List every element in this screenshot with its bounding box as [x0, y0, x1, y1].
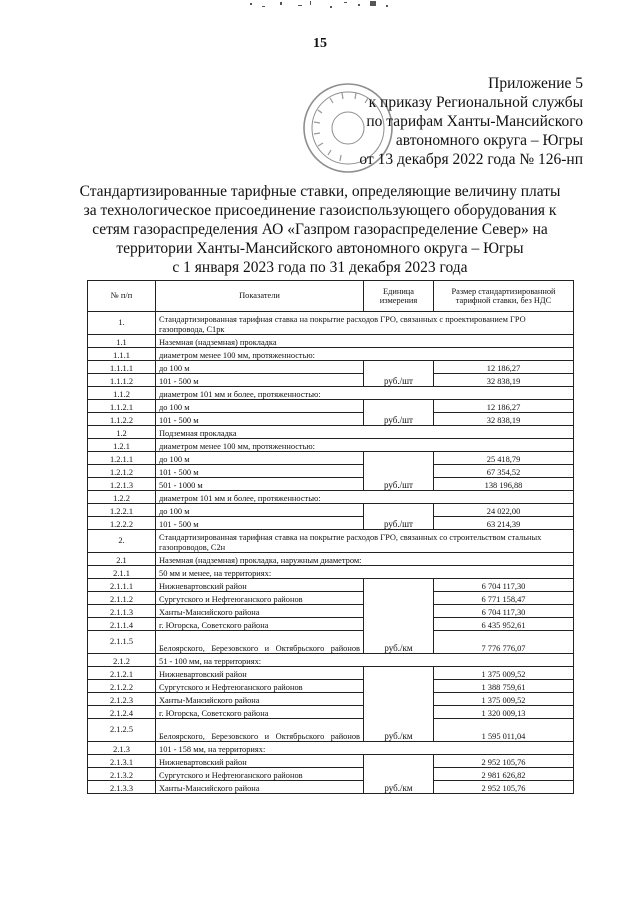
row-number: 2.1.2.2 [88, 680, 156, 693]
row-label: Подземная прокладка [156, 426, 574, 439]
row-number: 2.1.1.2 [88, 592, 156, 605]
row-label: до 100 м [156, 361, 364, 374]
rate-value: 67 354,52 [434, 465, 574, 478]
unit-cell: руб./шт [364, 504, 434, 530]
table-row [88, 755, 574, 768]
table-row [88, 579, 574, 592]
rate-value: 1 320 009,13 [434, 706, 574, 719]
row-number: 1.1.1.1 [88, 361, 156, 374]
table-row [88, 618, 574, 631]
rate-value: 25 418,79 [434, 452, 574, 465]
row-number: 2.1.2.3 [88, 693, 156, 706]
table-row [88, 654, 574, 667]
row-number: 2.1.3.1 [88, 755, 156, 768]
table-row [88, 719, 574, 742]
table-row [88, 693, 574, 706]
row-label: диаметром 101 мм и более, протяженностью: [156, 387, 574, 400]
appendix-line: автономного округа – Югры [395, 132, 583, 149]
row-label: 101 - 500 м [156, 465, 364, 478]
rate-value: 1 375 009,52 [434, 693, 574, 706]
rate-value: 1 595 011,04 [434, 719, 574, 742]
row-label: Сургутского и Нефтеюганского районов [156, 680, 364, 693]
header-number: № п/п [88, 281, 156, 312]
row-label: 501 - 1000 м [156, 478, 364, 491]
table-row [88, 439, 574, 452]
row-number: 1.1 [88, 335, 156, 348]
row-number: 2.1.2 [88, 654, 156, 667]
table-row [88, 553, 574, 566]
row-number: 2.1.1.4 [88, 618, 156, 631]
table-row [88, 742, 574, 755]
title-line: с 1 января 2023 года по 31 декабря 2023 года [172, 259, 468, 276]
rate-value: 12 186,27 [434, 400, 574, 413]
unit-cell: руб./шт [364, 452, 434, 491]
table-row [88, 348, 574, 361]
table-row [88, 491, 574, 504]
table-header-row [88, 281, 574, 312]
table-row [88, 517, 574, 530]
table-row [88, 478, 574, 491]
rate-value: 1 375 009,52 [434, 667, 574, 680]
row-number: 2.1 [88, 553, 156, 566]
row-label: Сургутского и Нефтеюганского районов [156, 768, 364, 781]
header-rate: Размер стандартизированной тарифной ставки, без НДС [434, 281, 574, 312]
table-row [88, 605, 574, 618]
row-label: Белоярского, Березовского и Октябрьского районов [156, 719, 364, 742]
rate-value: 2 981 626,82 [434, 768, 574, 781]
table-row [88, 667, 574, 680]
title-line: территории Ханты-Мансийского автономного округа – Югры [116, 240, 524, 257]
rate-value: 12 186,27 [434, 361, 574, 374]
row-label: 101 - 500 м [156, 374, 364, 387]
table-row [88, 387, 574, 400]
rate-value: 2 952 105,76 [434, 755, 574, 768]
row-number: 2.1.3.2 [88, 768, 156, 781]
row-label: г. Югорска, Советского района [156, 618, 364, 631]
row-label: г. Югорска, Советского района [156, 706, 364, 719]
row-label: Наземная (надземная) прокладка [156, 335, 574, 348]
rate-value: 6 704 117,30 [434, 579, 574, 592]
row-number: 1.2.2 [88, 491, 156, 504]
row-number: 2.1.1 [88, 566, 156, 579]
row-label: до 100 м [156, 504, 364, 517]
document-title [60, 182, 580, 277]
table-row [88, 504, 574, 517]
table-row [88, 312, 574, 335]
row-label: Ханты-Мансийского района [156, 693, 364, 706]
row-label: Нижневартовский район [156, 755, 364, 768]
row-label: 101 - 500 м [156, 413, 364, 426]
appendix-header [359, 74, 583, 169]
rate-value: 6 704 117,30 [434, 605, 574, 618]
row-number: 2. [88, 530, 156, 553]
title-line: Стандартизированные тарифные ставки, определяющие величину платы [79, 183, 561, 200]
row-number: 2.1.2.1 [88, 667, 156, 680]
unit-cell: руб./шт [364, 361, 434, 387]
table-row [88, 768, 574, 781]
table-row [88, 413, 574, 426]
row-label: 101 - 158 мм, на территориях: [156, 742, 574, 755]
row-number: 1.2.1.1 [88, 452, 156, 465]
row-label: Ханты-Мансийского района [156, 605, 364, 618]
row-number: 1.2.1.3 [88, 478, 156, 491]
table-row [88, 361, 574, 374]
table-row [88, 530, 574, 553]
title-line: сетям газораспределения АО «Газпром газораспределение Север» на [92, 221, 548, 238]
appendix-line: по тарифам Ханты-Мансийского [366, 113, 583, 130]
table-row [88, 400, 574, 413]
table-row [88, 706, 574, 719]
table-row [88, 426, 574, 439]
appendix-line: Приложение 5 [488, 75, 583, 92]
row-label: 101 - 500 м [156, 517, 364, 530]
table-row [88, 680, 574, 693]
header-indicator: Показатели [156, 281, 364, 312]
row-label: диаметром менее 100 мм, протяженностью: [156, 439, 574, 452]
row-number: 2.1.3 [88, 742, 156, 755]
rate-value: 6 771 158,47 [434, 592, 574, 605]
rate-value: 1 388 759,61 [434, 680, 574, 693]
row-number: 1. [88, 312, 156, 335]
row-number: 1.1.1 [88, 348, 156, 361]
table-row [88, 566, 574, 579]
row-number: 2.1.2.4 [88, 706, 156, 719]
unit-cell: руб./км [364, 755, 434, 794]
table-row [88, 374, 574, 387]
row-label: Наземная (надземная) прокладка, наружным диаметром: [156, 553, 574, 566]
row-number: 1.2.1.2 [88, 465, 156, 478]
row-number: 2.1.2.5 [88, 719, 156, 742]
row-number: 1.2.2.1 [88, 504, 156, 517]
table-row [88, 781, 574, 794]
unit-cell: руб./км [364, 667, 434, 742]
rate-value: 6 435 952,61 [434, 618, 574, 631]
row-number: 1.1.2.2 [88, 413, 156, 426]
row-number: 2.1.1.5 [88, 631, 156, 654]
rate-value: 32 838,19 [434, 374, 574, 387]
row-label: Нижневартовский район [156, 667, 364, 680]
rate-value: 24 022,00 [434, 504, 574, 517]
row-number: 2.1.3.3 [88, 781, 156, 794]
row-number: 2.1.1.1 [88, 579, 156, 592]
row-label: диаметром менее 100 мм, протяженностью: [156, 348, 574, 361]
row-label: 50 мм и менее, на территориях: [156, 566, 574, 579]
tariff-table [87, 280, 574, 794]
row-label: Ханты-Мансийского района [156, 781, 364, 794]
appendix-line: к приказу Региональной службы [368, 94, 583, 111]
table-row [88, 452, 574, 465]
rate-value: 32 838,19 [434, 413, 574, 426]
row-label: Нижневартовский район [156, 579, 364, 592]
row-label: Стандартизированная тарифная ставка на покрытие расходов ГРО, связанных со строительством стальных газопроводов, С2н [156, 530, 574, 553]
row-number: 1.2.1 [88, 439, 156, 452]
row-number: 1.1.2 [88, 387, 156, 400]
table-row [88, 592, 574, 605]
page-number: 15 [313, 36, 327, 51]
table-row [88, 465, 574, 478]
row-number: 1.1.1.2 [88, 374, 156, 387]
row-label: диаметром 101 мм и более, протяженностью: [156, 491, 574, 504]
table-row [88, 631, 574, 654]
row-label: до 100 м [156, 452, 364, 465]
row-number: 2.1.1.3 [88, 605, 156, 618]
row-label: Белоярского, Березовского и Октябрьского районов [156, 631, 364, 654]
scan-noise [240, 0, 400, 14]
row-number: 1.2.2.2 [88, 517, 156, 530]
rate-value: 63 214,39 [434, 517, 574, 530]
row-number: 1.1.2.1 [88, 400, 156, 413]
table-row [88, 335, 574, 348]
appendix-line: от 13 декабря 2022 года № 126-нп [359, 151, 583, 168]
row-label: Стандартизированная тарифная ставка на покрытие расходов ГРО, связанных с проектированием ГРО газопровода, С1рк [156, 312, 574, 335]
title-line: за технологическое присоединение газоиспользующего оборудования к [83, 202, 557, 219]
header-unit: Единица измерения [364, 281, 434, 312]
rate-value: 138 196,88 [434, 478, 574, 491]
unit-cell: руб./км [364, 579, 434, 654]
row-label: до 100 м [156, 400, 364, 413]
row-label: 51 - 100 мм, на территориях: [156, 654, 574, 667]
rate-value: 2 952 105,76 [434, 781, 574, 794]
unit-cell: руб./шт [364, 400, 434, 426]
row-label: Сургутского и Нефтеюганского районов [156, 592, 364, 605]
row-number: 1.2 [88, 426, 156, 439]
rate-value: 7 776 776,07 [434, 631, 574, 654]
